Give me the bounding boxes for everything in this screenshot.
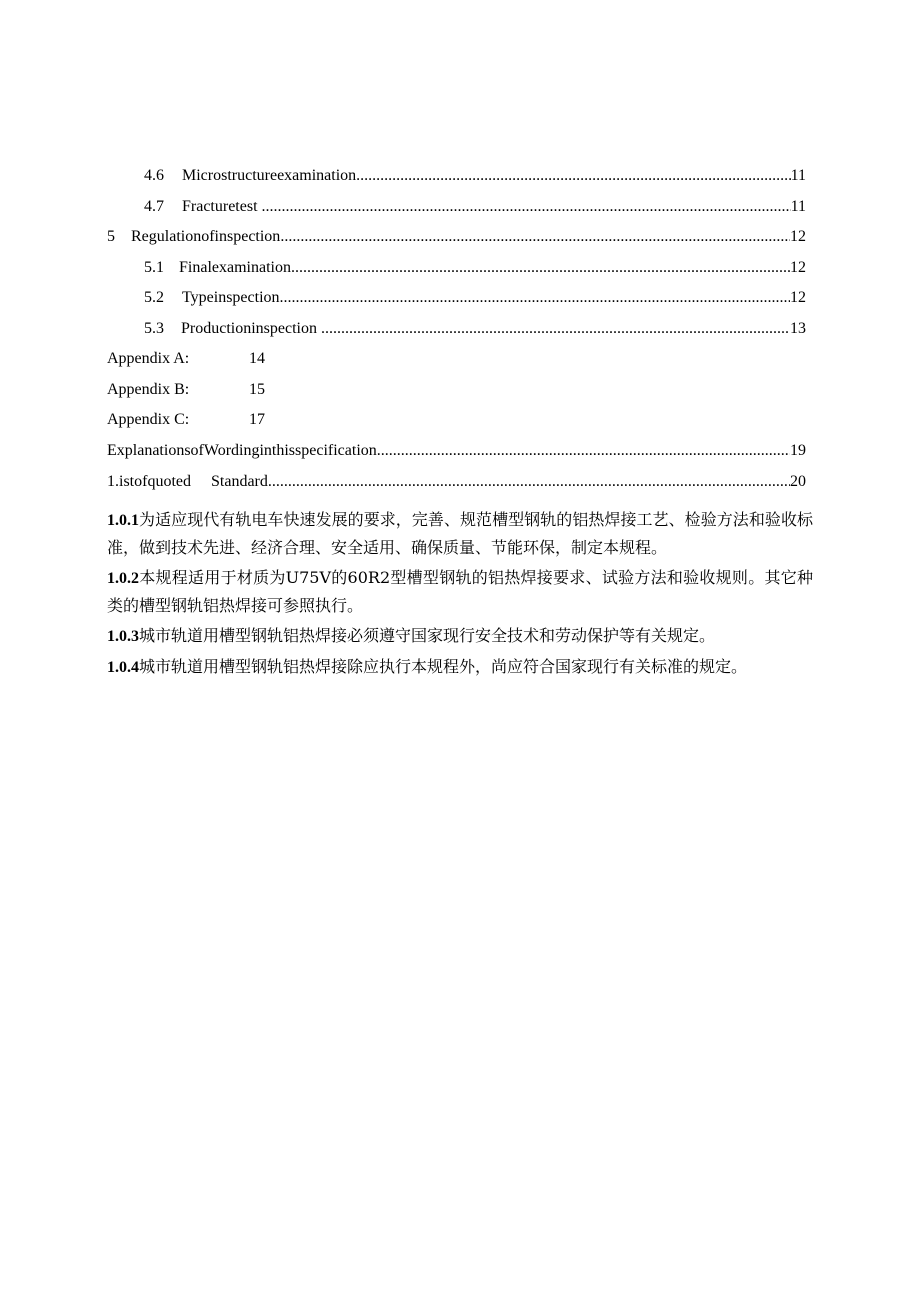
toc-entry-title: Finalexamination bbox=[179, 259, 291, 276]
toc-entry-page: 11 bbox=[790, 167, 806, 184]
toc-entry-page: 19 bbox=[790, 442, 806, 459]
appendix-label: Appendix A: bbox=[107, 350, 190, 367]
toc-entry-title: Productioninspection bbox=[181, 320, 317, 337]
toc-entry-title: Typeinspection bbox=[182, 289, 280, 306]
toc-entry-number: 5.3 bbox=[144, 320, 164, 337]
appendix-label: Appendix B: bbox=[107, 381, 190, 398]
toc-entry-quoted-standards[interactable] bbox=[107, 466, 806, 492]
toc-appendix[interactable] bbox=[107, 343, 265, 369]
clause-text: 城市轨道用槽型钢轨铝热焊接必须遵守国家现行安全技术和劳动保护等有关规定。 bbox=[139, 626, 716, 645]
clause-text: 为适应现代有轨电车快速发展的要求，完善、规范槽型钢轨的铝热焊接工艺、检验方法和验收标准，做到技术先进、经济合理、安全适用、确保质量、节能环保，制定本规程。 bbox=[107, 510, 813, 557]
appendix-label: Appendix C: bbox=[107, 411, 190, 428]
toc-leader-dots bbox=[280, 288, 790, 308]
toc-entry-title: Fracturetest bbox=[182, 198, 258, 215]
clause-number: 1.0.3 bbox=[107, 628, 139, 645]
toc-entry-number: 4.6 bbox=[144, 167, 164, 184]
toc-leader-dots bbox=[377, 441, 790, 461]
clause-paragraph bbox=[107, 622, 813, 650]
toc-entry-page: 13 bbox=[790, 320, 806, 337]
appendix-page: 17 bbox=[249, 411, 265, 428]
clause-number: 1.0.2 bbox=[107, 570, 139, 587]
toc-entry[interactable] bbox=[144, 313, 806, 339]
toc-entry-number: 5 bbox=[107, 228, 115, 245]
clause-number: 1.0.1 bbox=[107, 512, 139, 529]
toc-entry[interactable] bbox=[144, 191, 806, 217]
toc-entry-number: 5.2 bbox=[144, 289, 164, 306]
clause-paragraph bbox=[107, 506, 813, 561]
clause-number: 1.0.4 bbox=[107, 659, 139, 676]
toc-entry[interactable] bbox=[144, 282, 806, 308]
toc-entry-title-part2: Standard bbox=[211, 473, 268, 490]
clause-text: 本规程适用于材质为U75V的60R2型槽型钢轨的铝热焊接要求、试验方法和验收规则。其它种类的槽型钢轨铝热焊接可参照执行。 bbox=[107, 568, 813, 615]
toc-entry-title: Microstructureexamination bbox=[182, 167, 357, 184]
toc-entry-explanations[interactable] bbox=[107, 435, 806, 461]
toc-leader-dots bbox=[356, 166, 790, 186]
clause-paragraph bbox=[107, 564, 813, 619]
clause-paragraph bbox=[107, 653, 813, 681]
toc-entry-number: 4.7 bbox=[144, 198, 164, 215]
toc-entry-page: 11 bbox=[790, 198, 806, 215]
toc-entry-title: Regulationofinspection bbox=[131, 228, 281, 245]
toc-entry-page: 12 bbox=[790, 289, 806, 306]
general-provisions bbox=[107, 506, 813, 684]
toc-entry-page: 20 bbox=[790, 473, 806, 490]
toc-entry-page: 12 bbox=[790, 228, 806, 245]
toc-appendix[interactable] bbox=[107, 404, 265, 430]
toc-entry[interactable] bbox=[107, 221, 806, 247]
toc-leader-dots bbox=[321, 319, 790, 339]
toc-leader-dots bbox=[268, 472, 790, 492]
toc-entry-number: 5.1 bbox=[144, 259, 164, 276]
toc-leader-dots bbox=[280, 227, 790, 247]
toc-entry-page: 12 bbox=[790, 259, 806, 276]
clause-text: 城市轨道用槽型钢轨铝热焊接除应执行本规程外，尚应符合国家现行有关标准的规定。 bbox=[139, 657, 748, 676]
appendix-page: 14 bbox=[249, 350, 265, 367]
toc-entry-title: ExplanationsofWordinginthisspecification bbox=[107, 442, 377, 459]
appendix-page: 15 bbox=[249, 381, 265, 398]
toc-entry-title: 1.istofquoted bbox=[107, 473, 191, 490]
toc-leader-dots bbox=[262, 197, 791, 217]
toc-appendix[interactable] bbox=[107, 374, 265, 400]
toc-entry[interactable] bbox=[144, 252, 806, 278]
toc-entry[interactable] bbox=[144, 160, 806, 186]
toc-leader-dots bbox=[291, 258, 790, 278]
